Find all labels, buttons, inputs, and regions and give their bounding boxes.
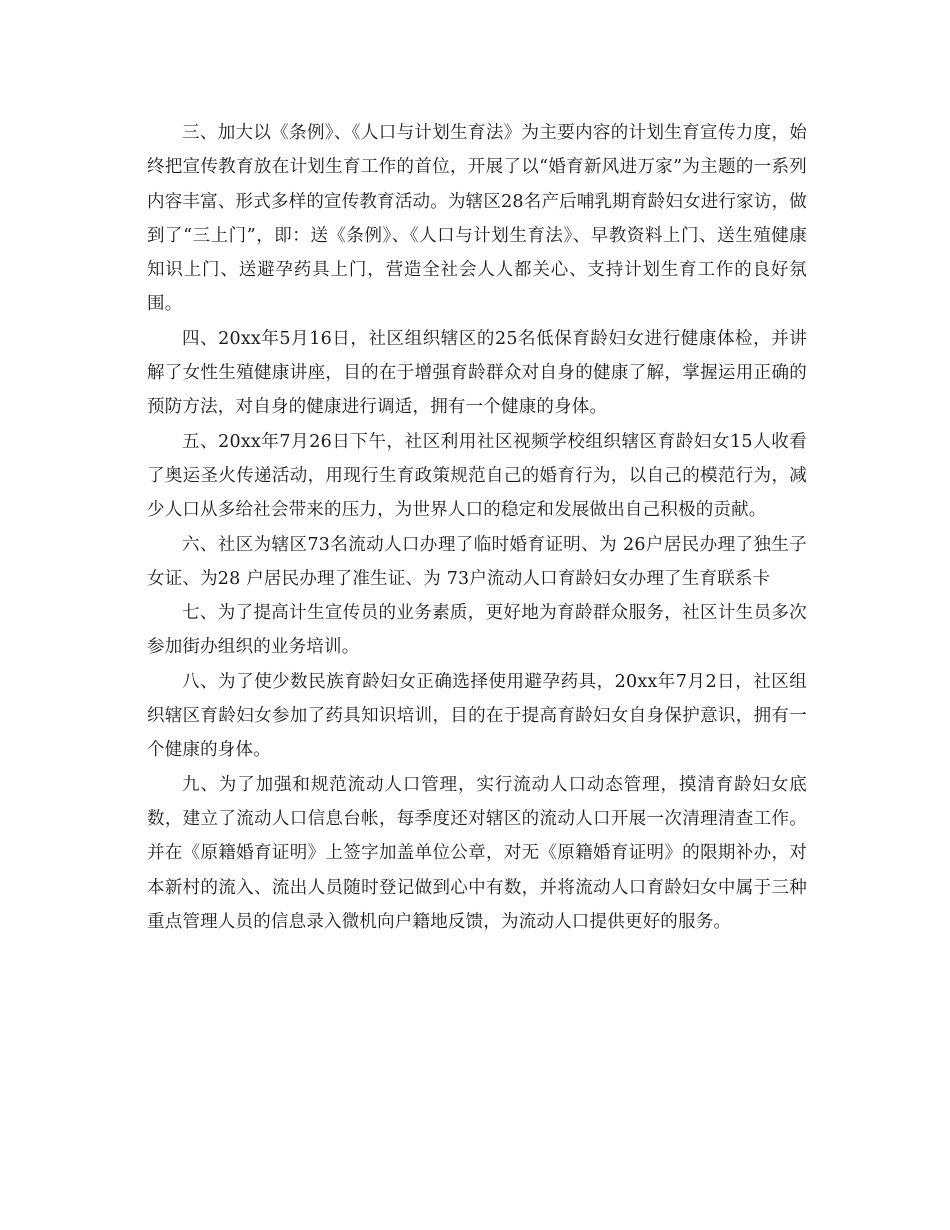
paragraph-6: 六、社区为辖区73名流动人口办理了临时婚育证明、为 26户居民办理了独生子女证、为28 户居民办理了准生证、为 73户流动人口育龄妇女办理了生育联系卡 [147,534,807,589]
paragraph-7: 七、为了提高计生宣传员的业务素质，更好地为育龄群众服务，社区计生员多次参加街办组织的业务培训。 [147,603,807,658]
paragraph-8: 八、为了使少数民族育龄妇女正确选择使用避孕药具，20xx年7月2日，社区组织辖区育龄妇女参加了药具知识培训，目的在于提高育龄妇女自身保护意识，拥有一个健康的身体。 [147,671,807,761]
paragraph-9: 九、为了加强和规范流动人口管理，实行流动人口动态管理，摸清育龄妇女底数，建立了流动人口信息台帐，每季度还对辖区的流动人口开展一次清理清查工作。并在《原籍婚育证明》上签字加盖单位公章，对无《原籍婚育证明》的限期补办，对本新村的流入、流出人员随时登记做到心中有数，并将流动人口育龄妇女中属于三种重点管理人员的信息录入微机向户籍地反馈，为流动人口提供更好的服务。 [147,774,807,932]
document-body [147,116,807,939]
paragraph-3: 三、加大以《条例》、《人口与计划生育法》为主要内容的计划生育宣传力度，始终把宣传教育放在计划生育工作的首位，开展了以“婚育新风进万家”为主题的一系列内容丰富、形式多样的宣传教育活动。为辖区28名产后哺乳期育龄妇女进行家访，做到了“三上门”，即：送《条例》、《人口与计划生育法》、早教资料上门、送生殖健康知识上门、送避孕药具上门，营造全社会人人都关心、支持计划生育工作的良好氛围。 [147,123,807,315]
paragraph-5: 五、20xx年7月26日下午，社区利用社区视频学校组织辖区育龄妇女15人收看了奥运圣火传递活动，用现行生育政策规范自己的婚育行为，以自己的模范行为，减少人口从多给社会带来的压力，为世界人口的稳定和发展做出自己积极的贡献。 [147,431,807,521]
paragraph-4: 四、20xx年5月16日，社区组织辖区的25名低保育龄妇女进行健康体检，并讲解了女性生殖健康讲座，目的在于增强育龄群众对自身的健康了解，掌握运用正确的预防方法，对自身的健康进行调适，拥有一个健康的身体。 [147,328,807,418]
